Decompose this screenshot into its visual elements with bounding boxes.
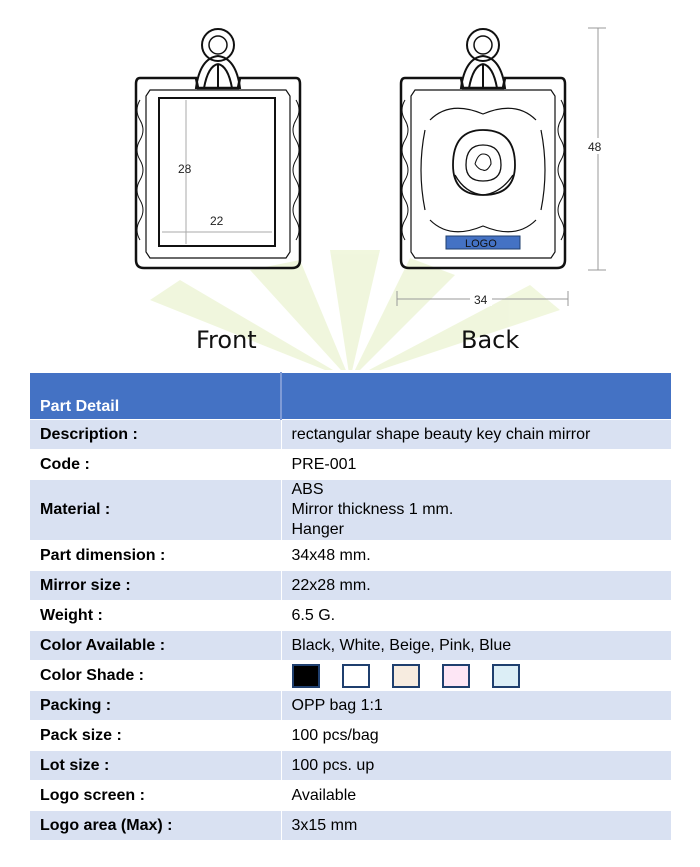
row-label: Weight : (30, 601, 282, 631)
row-label: Lot size : (30, 751, 282, 781)
table-row (30, 811, 672, 841)
part-detail-table (29, 372, 672, 841)
table-row (30, 601, 672, 631)
swatch-beige (392, 664, 420, 688)
row-label: Material : (30, 480, 282, 541)
table-row (30, 661, 672, 691)
row-label: Packing : (30, 691, 282, 721)
row-label: Logo screen : (30, 781, 282, 811)
table-row (30, 541, 672, 571)
row-label: Color Shade : (30, 661, 282, 691)
table-row (30, 420, 672, 450)
row-value: 3x15 mm (281, 811, 672, 841)
row-value: 22x28 mm. (281, 571, 672, 601)
row-label: Mirror size : (30, 571, 282, 601)
row-value: 34x48 mm. (281, 541, 672, 571)
row-value: rectangular shape beauty key chain mirror (281, 420, 672, 450)
row-value: Available (281, 781, 672, 811)
table-row (30, 480, 672, 541)
color-shade-swatches (281, 661, 672, 691)
rose-icon (453, 130, 515, 195)
row-value: 100 pcs/bag (281, 721, 672, 751)
table-row (30, 721, 672, 751)
table-row (30, 751, 672, 781)
row-label: Code : (30, 450, 282, 480)
front-height-label: 28 (178, 162, 192, 176)
table-row (30, 571, 672, 601)
front-view-label: Front (196, 326, 257, 354)
back-height-label: 48 (588, 140, 602, 154)
table-row (30, 450, 672, 480)
swatch-black (292, 664, 320, 688)
row-label: Color Available : (30, 631, 282, 661)
material-line: Mirror thickness 1 mm. (291, 501, 454, 518)
table-header-row (30, 373, 672, 420)
row-value: 6.5 G. (281, 601, 672, 631)
row-value: 100 pcs. up (281, 751, 672, 781)
back-width-label: 34 (474, 293, 488, 307)
table-header-title: Part Detail (30, 373, 282, 420)
table-row (30, 781, 672, 811)
row-value: PRE-001 (281, 450, 672, 480)
swatch-pink (442, 664, 470, 688)
material-line: ABS (291, 481, 324, 498)
row-value: Black, White, Beige, Pink, Blue (281, 631, 672, 661)
table-header-blank (281, 373, 672, 420)
swatch-blue (492, 664, 520, 688)
swatch-white (342, 664, 370, 688)
row-label: Part dimension : (30, 541, 282, 571)
back-mirror-drawing (401, 29, 565, 268)
row-label: Pack size : (30, 721, 282, 751)
front-mirror-drawing (136, 29, 300, 268)
row-label: Logo area (Max) : (30, 811, 282, 841)
row-label: Description : (30, 420, 282, 450)
material-line: Hanger (291, 521, 344, 538)
row-value (281, 480, 672, 541)
table-row (30, 691, 672, 721)
table-row (30, 631, 672, 661)
front-width-label: 22 (210, 214, 224, 228)
back-view-label: Back (461, 326, 520, 354)
row-value: OPP bag 1:1 (281, 691, 672, 721)
product-drawing (0, 0, 700, 370)
logo-placeholder-label: LOGO (465, 238, 497, 250)
